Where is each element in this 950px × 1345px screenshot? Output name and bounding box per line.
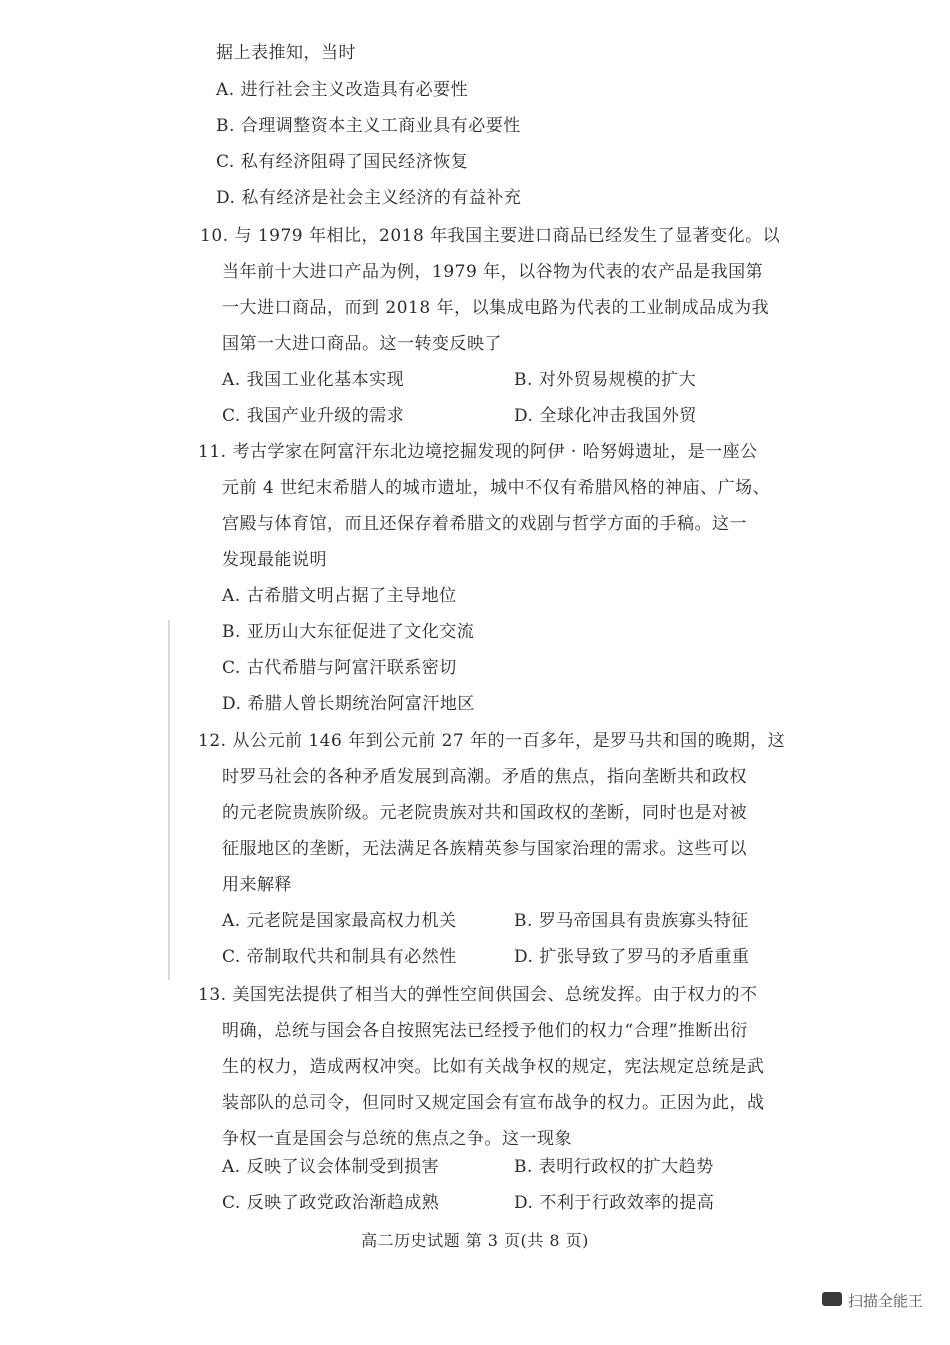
q10-line-4: 国第一大进口商品。这一转变反映了 (222, 334, 502, 354)
q13-line-4: 装部队的总司令，但同时又规定国会有宣布战争的权力。正因为此，战 (222, 1093, 765, 1113)
scan-edge-mark (168, 620, 170, 980)
q11-line-4: 发现最能说明 (222, 550, 327, 570)
watermark-text: 扫描全能王 (848, 1292, 924, 1310)
q10-line-2: 当年前十大进口产品为例，1979 年，以谷物为代表的农产品是我国第 (222, 262, 764, 282)
q12-option-d: D. 扩张导致了罗马的矛盾重重 (514, 947, 750, 967)
q10-option-b: B. 对外贸易规模的扩大 (514, 370, 697, 390)
q13-line-1: 13. 美国宪法提供了相当大的弹性空间供国会、总统发挥。由于权力的不 (198, 985, 758, 1005)
q11-option-a: A. 古希腊文明占据了主导地位 (222, 586, 457, 606)
q13-option-d: D. 不利于行政效率的提高 (514, 1193, 715, 1213)
q11-line-1: 11. 考古学家在阿富汗东北边境挖掘发现的阿伊 · 哈努姆遗址，是一座公 (198, 442, 758, 462)
q10-option-a: A. 我国工业化基本实现 (222, 370, 405, 390)
q12-line-5: 用来解释 (222, 875, 292, 895)
q13-line-3: 生的权力，造成两权冲突。比如有关战争权的规定，宪法规定总统是武 (222, 1057, 765, 1077)
q11-option-b: B. 亚历山大东征促进了文化交流 (222, 622, 475, 642)
q12-line-3: 的元老院贵族阶级。元老院贵族对共和国政权的垄断，同时也是对被 (222, 803, 747, 823)
q11-line-3: 宫殿与体育馆，而且还保存着希腊文的戏剧与哲学方面的手稿。这一 (222, 514, 747, 534)
q13-option-b: B. 表明行政权的扩大趋势 (514, 1157, 714, 1177)
q9-option-d: D. 私有经济是社会主义经济的有益补充 (216, 188, 522, 208)
q9-stem-tail: 据上表推知，当时 (216, 43, 356, 63)
q9-option-b: B. 合理调整资本主义工商业具有必要性 (216, 116, 521, 136)
q13-line-2: 明确，总统与国会各自按照宪法已经授予他们的权力“合理”推断出衍 (222, 1021, 748, 1041)
scanner-watermark (818, 1290, 950, 1345)
q13-option-c: C. 反映了政党政治渐趋成熟 (222, 1193, 440, 1213)
q10-option-c: C. 我国产业升级的需求 (222, 406, 405, 426)
q10-line-1: 10. 与 1979 年相比，2018 年我国主要进口商品已经发生了显著变化。以 (200, 226, 781, 246)
q11-option-d: D. 希腊人曾长期统治阿富汗地区 (222, 694, 475, 714)
q9-option-a: A. 进行社会主义改造具有必要性 (216, 80, 469, 100)
q12-option-c: C. 帝制取代共和制具有必然性 (222, 947, 457, 967)
q12-line-4: 征服地区的垄断，无法满足各族精英参与国家治理的需求。这些可以 (222, 839, 747, 859)
q13-option-a: A. 反映了议会体制受到损害 (222, 1157, 440, 1177)
page-footer: 高二历史试题 第 3 页(共 8 页) (361, 1231, 589, 1250)
q12-option-a: A. 元老院是国家最高权力机关 (222, 911, 457, 931)
q11-option-c: C. 古代希腊与阿富汗联系密切 (222, 658, 457, 678)
q12-option-b: B. 罗马帝国具有贵族寡头特征 (514, 911, 749, 931)
q10-line-3: 一大进口商品，而到 2018 年，以集成电路为代表的工业制成品成为我 (222, 298, 770, 318)
q13-line-5: 争权一直是国会与总统的焦点之争。这一现象 (222, 1129, 572, 1149)
q10-option-d: D. 全球化冲击我国外贸 (514, 406, 697, 426)
q9-option-c: C. 私有经济阻碍了国民经济恢复 (216, 152, 469, 172)
q11-line-2: 元前 4 世纪末希腊人的城市遗址，城中不仅有希腊风格的神庙、广场、 (222, 478, 771, 498)
q12-line-2: 时罗马社会的各种矛盾发展到高潮。矛盾的焦点，指向垄断共和政权 (222, 767, 747, 787)
q12-line-1: 12. 从公元前 146 年到公元前 27 年的一百多年，是罗马共和国的晚期，这 (198, 731, 786, 751)
scanner-logo-icon (822, 1292, 842, 1306)
